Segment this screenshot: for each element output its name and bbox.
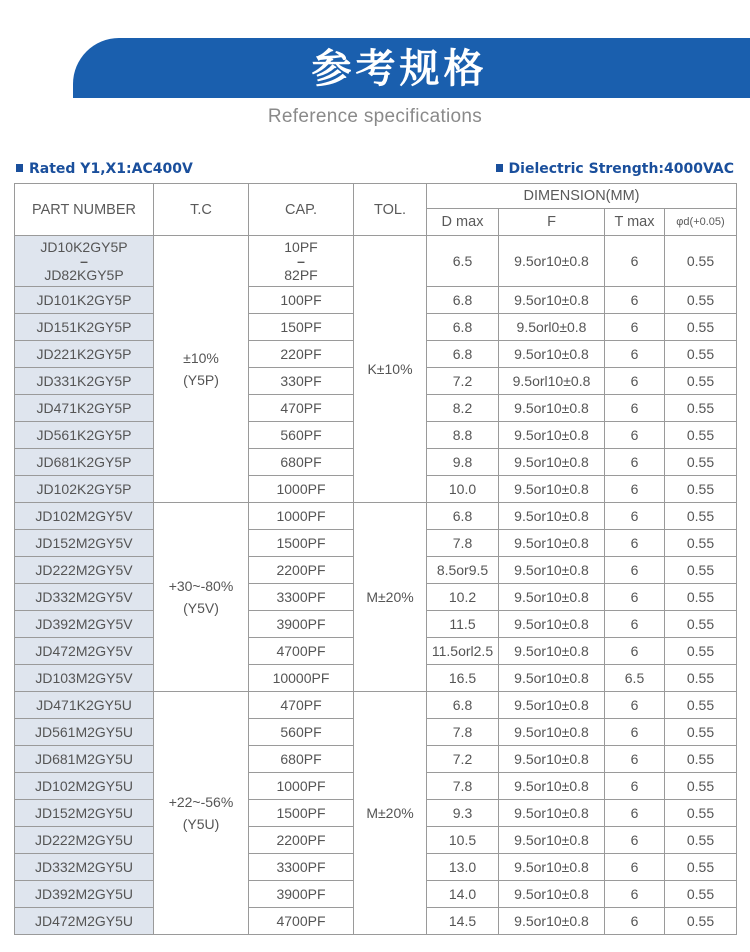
tc-cell [154, 503, 249, 692]
lead-diameter-cell: 0.55 [665, 827, 737, 854]
lead-diameter-cell: 0.55 [665, 368, 737, 395]
lead-spacing-cell: 9.5or10±0.8 [499, 584, 605, 611]
tmax-cell: 6 [605, 557, 665, 584]
part-number-cell: JD681K2GY5P [15, 449, 154, 476]
part-number-cell: JD392M2GY5V [15, 611, 154, 638]
capacitance-cell-line: – [297, 253, 305, 269]
lead-spacing-cell: 9.5orl0±0.8 [499, 314, 605, 341]
tmax-cell: 6 [605, 746, 665, 773]
lead-diameter-cell: 0.55 [665, 746, 737, 773]
lead-diameter-cell: 0.55 [665, 881, 737, 908]
dmax-cell: 16.5 [427, 665, 499, 692]
capacitance-cell: 560PF [249, 422, 354, 449]
header-lead-diameter: φd(+0.05) [665, 209, 737, 236]
lead-diameter-cell: 0.55 [665, 638, 737, 665]
dmax-cell: 10.5 [427, 827, 499, 854]
dmax-cell: 14.5 [427, 908, 499, 935]
lead-diameter-cell: 0.55 [665, 530, 737, 557]
capacitance-cell: 3300PF [249, 584, 354, 611]
dmax-cell: 6.8 [427, 341, 499, 368]
dmax-cell: 8.5or9.5 [427, 557, 499, 584]
lead-spacing-cell: 9.5or10±0.8 [499, 557, 605, 584]
lead-diameter-cell: 0.55 [665, 584, 737, 611]
part-number-cell: JD102M2GY5V [15, 503, 154, 530]
part-number-cell: JD102K2GY5P [15, 476, 154, 503]
part-number-cell: JD152M2GY5U [15, 800, 154, 827]
page-subtitle: Reference specifications [267, 106, 483, 127]
part-number-cell-line: JD10K2GY5P [40, 239, 128, 255]
capacitance-cell: 2200PF [249, 557, 354, 584]
tmax-cell: 6 [605, 773, 665, 800]
tmax-cell: 6 [605, 236, 665, 287]
lead-spacing-cell: 9.5or10±0.8 [499, 236, 605, 287]
dmax-cell: 6.8 [427, 314, 499, 341]
capacitance-cell: 100PF [249, 287, 354, 314]
tmax-cell: 6 [605, 719, 665, 746]
lead-spacing-cell: 9.5or10±0.8 [499, 773, 605, 800]
lead-diameter-cell: 0.55 [665, 476, 737, 503]
header-cap: CAP. [249, 184, 354, 236]
tmax-cell: 6 [605, 584, 665, 611]
header-dimension: DIMENSION(MM) [427, 184, 737, 209]
header-tol: TOL. [354, 184, 427, 236]
tmax-cell: 6 [605, 827, 665, 854]
lead-spacing-cell: 9.5or10±0.8 [499, 692, 605, 719]
capacitance-cell-line: 10PF [284, 239, 318, 255]
part-number-cell: JD472M2GY5U [15, 908, 154, 935]
tmax-cell: 6 [605, 395, 665, 422]
tmax-cell: 6 [605, 800, 665, 827]
tolerance-cell: K±10% [354, 236, 427, 503]
lead-diameter-cell: 0.55 [665, 395, 737, 422]
lead-diameter-cell: 0.55 [665, 422, 737, 449]
capacitance-cell: 4700PF [249, 638, 354, 665]
tmax-cell: 6 [605, 476, 665, 503]
tolerance-cell: M±20% [354, 503, 427, 692]
lead-diameter-cell: 0.55 [665, 665, 737, 692]
header-f: F [499, 209, 605, 236]
lead-diameter-cell: 0.55 [665, 692, 737, 719]
tc-range: ±10% [183, 350, 219, 366]
part-number-cell: JD331K2GY5P [15, 368, 154, 395]
lead-diameter-cell: 0.55 [665, 287, 737, 314]
dmax-cell: 10.2 [427, 584, 499, 611]
capacitance-cell: 1500PF [249, 530, 354, 557]
dmax-cell: 6.8 [427, 692, 499, 719]
tc-cell [154, 692, 249, 935]
lead-spacing-cell: 9.5or10±0.8 [499, 449, 605, 476]
part-number-cell [15, 236, 154, 287]
part-number-cell: JD103M2GY5V [15, 665, 154, 692]
lead-spacing-cell: 9.5or10±0.8 [499, 665, 605, 692]
tmax-cell: 6 [605, 422, 665, 449]
tmax-cell: 6.5 [605, 665, 665, 692]
spec-table-body [15, 236, 737, 935]
table-row [15, 503, 737, 530]
lead-diameter-cell: 0.55 [665, 908, 737, 935]
tmax-cell: 6 [605, 341, 665, 368]
capacitance-cell: 470PF [249, 692, 354, 719]
lead-diameter-cell: 0.55 [665, 449, 737, 476]
capacitance-cell: 1500PF [249, 800, 354, 827]
part-number-cell: JD222M2GY5V [15, 557, 154, 584]
capacitance-cell: 560PF [249, 719, 354, 746]
tmax-cell: 6 [605, 287, 665, 314]
dmax-cell: 8.2 [427, 395, 499, 422]
dmax-cell: 13.0 [427, 854, 499, 881]
lead-spacing-cell: 9.5or10±0.8 [499, 395, 605, 422]
part-number-cell: JD221K2GY5P [15, 341, 154, 368]
tmax-cell: 6 [605, 908, 665, 935]
lead-spacing-cell: 9.5or10±0.8 [499, 530, 605, 557]
dmax-cell: 6.8 [427, 287, 499, 314]
lead-spacing-cell: 9.5or10±0.8 [499, 503, 605, 530]
capacitance-cell: 330PF [249, 368, 354, 395]
part-number-cell: JD152M2GY5V [15, 530, 154, 557]
dmax-cell: 7.8 [427, 773, 499, 800]
spec-table [14, 183, 737, 935]
lead-spacing-cell: 9.5or10±0.8 [499, 287, 605, 314]
tmax-cell: 6 [605, 611, 665, 638]
lead-diameter-cell: 0.55 [665, 314, 737, 341]
capacitance-cell: 2200PF [249, 827, 354, 854]
tmax-cell: 6 [605, 881, 665, 908]
tmax-cell: 6 [605, 449, 665, 476]
lead-diameter-cell: 0.55 [665, 611, 737, 638]
tmax-cell: 6 [605, 503, 665, 530]
capacitance-cell: 1000PF [249, 503, 354, 530]
dmax-cell: 6.5 [427, 236, 499, 287]
lead-spacing-cell: 9.5or10±0.8 [499, 341, 605, 368]
dmax-cell: 6.8 [427, 503, 499, 530]
tc-range: +22~-56% [168, 794, 234, 810]
tc-code: (Y5P) [183, 372, 219, 388]
capacitance-cell [249, 236, 354, 287]
dielectric-strength-note [496, 161, 734, 177]
tc-cell [154, 236, 249, 503]
lead-diameter-cell: 0.55 [665, 800, 737, 827]
lead-spacing-cell: 9.5or10±0.8 [499, 746, 605, 773]
capacitance-cell: 1000PF [249, 476, 354, 503]
dmax-cell: 7.8 [427, 719, 499, 746]
capacitance-cell: 150PF [249, 314, 354, 341]
part-number-cell-line: – [80, 253, 88, 269]
capacitance-cell: 3900PF [249, 881, 354, 908]
dmax-cell: 8.8 [427, 422, 499, 449]
tmax-cell: 6 [605, 638, 665, 665]
part-number-cell: JD471K2GY5P [15, 395, 154, 422]
capacitance-cell: 1000PF [249, 773, 354, 800]
capacitance-cell: 10000PF [249, 665, 354, 692]
tc-code: (Y5U) [182, 816, 220, 832]
tmax-cell: 6 [605, 314, 665, 341]
table-row [15, 236, 737, 287]
lead-diameter-cell: 0.55 [665, 773, 737, 800]
capacitance-cell: 680PF [249, 746, 354, 773]
lead-spacing-cell: 9.5or10±0.8 [499, 854, 605, 881]
lead-diameter-cell: 0.55 [665, 719, 737, 746]
lead-diameter-cell: 0.55 [665, 341, 737, 368]
part-number-cell: JD561K2GY5P [15, 422, 154, 449]
dmax-cell: 7.2 [427, 368, 499, 395]
part-number-cell: JD332M2GY5U [15, 854, 154, 881]
title-banner [73, 38, 750, 98]
capacitance-cell-line: 82PF [284, 267, 318, 283]
lead-spacing-cell: 9.5or10±0.8 [499, 908, 605, 935]
part-number-cell: JD332M2GY5V [15, 584, 154, 611]
tmax-cell: 6 [605, 530, 665, 557]
page-title: 参考规格 [311, 46, 488, 92]
dmax-cell: 11.5orl2.5 [427, 638, 499, 665]
lead-spacing-cell: 9.5or10±0.8 [499, 800, 605, 827]
tolerance-cell: M±20% [354, 692, 427, 935]
lead-spacing-cell: 9.5or10±0.8 [499, 476, 605, 503]
capacitance-cell: 470PF [249, 395, 354, 422]
dmax-cell: 9.8 [427, 449, 499, 476]
part-number-cell: JD151K2GY5P [15, 314, 154, 341]
part-number-cell: JD471K2GY5U [15, 692, 154, 719]
lead-spacing-cell: 9.5or10±0.8 [499, 827, 605, 854]
lead-spacing-cell: 9.5or10±0.8 [499, 638, 605, 665]
part-number-cell: JD102M2GY5U [15, 773, 154, 800]
header-tmax: T max [605, 209, 665, 236]
capacitance-cell: 4700PF [249, 908, 354, 935]
dielectric-strength-text: Dielectric Strength:4000VAC [508, 161, 734, 177]
part-number-cell-line: JD82KGY5P [44, 267, 124, 283]
lead-spacing-cell: 9.5or10±0.8 [499, 881, 605, 908]
part-number-cell: JD222M2GY5U [15, 827, 154, 854]
tmax-cell: 6 [605, 368, 665, 395]
capacitance-cell: 3900PF [249, 611, 354, 638]
dmax-cell: 9.3 [427, 800, 499, 827]
lead-spacing-cell: 9.5or10±0.8 [499, 422, 605, 449]
square-bullet-icon [496, 164, 503, 172]
capacitance-cell: 680PF [249, 449, 354, 476]
tc-range: +30~-80% [168, 578, 234, 594]
capacitance-cell: 220PF [249, 341, 354, 368]
part-number-cell: JD472M2GY5V [15, 638, 154, 665]
header-part-number: PART NUMBER [15, 184, 154, 236]
rated-voltage-note [16, 161, 193, 177]
table-row [15, 692, 737, 719]
tc-code: (Y5V) [183, 600, 219, 616]
lead-diameter-cell: 0.55 [665, 503, 737, 530]
part-number-cell: JD561M2GY5U [15, 719, 154, 746]
dmax-cell: 11.5 [427, 611, 499, 638]
lead-diameter-cell: 0.55 [665, 236, 737, 287]
lead-spacing-cell: 9.5or10±0.8 [499, 611, 605, 638]
rated-voltage-text: Rated Y1,X1:AC400V [29, 161, 193, 177]
lead-spacing-cell: 9.5orl10±0.8 [499, 368, 605, 395]
capacitance-cell: 3300PF [249, 854, 354, 881]
lead-diameter-cell: 0.55 [665, 557, 737, 584]
part-number-cell: JD681M2GY5U [15, 746, 154, 773]
tmax-cell: 6 [605, 692, 665, 719]
lead-diameter-cell: 0.55 [665, 854, 737, 881]
dmax-cell: 10.0 [427, 476, 499, 503]
dmax-cell: 14.0 [427, 881, 499, 908]
square-bullet-icon [16, 164, 23, 172]
dmax-cell: 7.8 [427, 530, 499, 557]
dmax-cell: 7.2 [427, 746, 499, 773]
part-number-cell: JD101K2GY5P [15, 287, 154, 314]
header-dmax: D max [427, 209, 499, 236]
header-tc: T.C [154, 184, 249, 236]
tmax-cell: 6 [605, 854, 665, 881]
part-number-cell: JD392M2GY5U [15, 881, 154, 908]
lead-spacing-cell: 9.5or10±0.8 [499, 719, 605, 746]
